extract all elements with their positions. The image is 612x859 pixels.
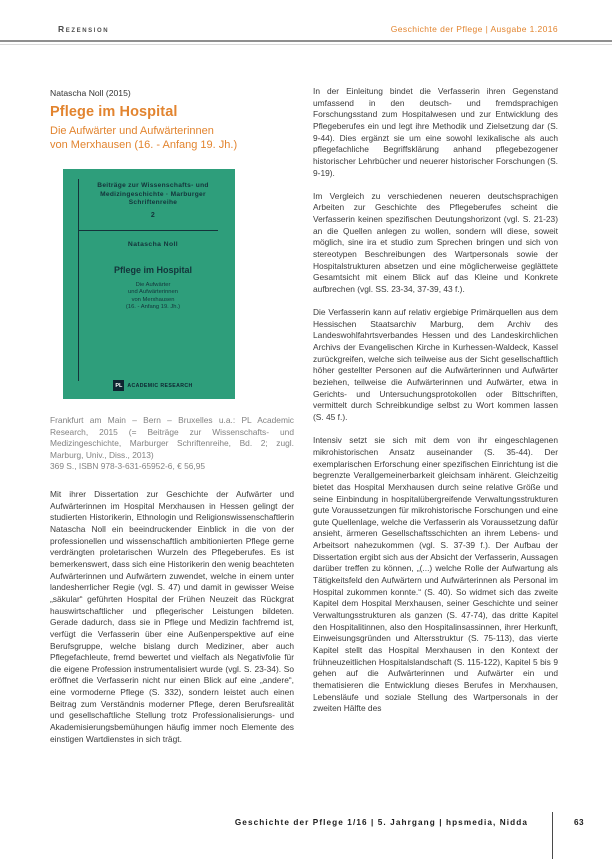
- cover-series-line1: Beiträge zur Wissenschafts- und: [97, 182, 209, 189]
- footer-journal-info: Geschichte der Pflege 1/16 | 5. Jahrgang | hpsmedia, Nidda: [234, 818, 528, 827]
- review-paragraph-1: In der Einleitung bindet die Verfasserin ihren Gegenstand umfassend in den deutsch- und fremdsprachigen Forschungsstand zum Hospitalwesen und zur Entwicklung des Pflegeberufes ein und legt ihre Methodik und Zielsetzung dar (S. 9-44). Dies ergänzt sie um eine sowohl lexikalische als auch pflegefachliche Begriffsklärung anhand pflegebezogener historischer Lehrbücher und neuerer historischer Forschungen (S. 9-19).: [313, 86, 558, 178]
- header-rule-shadow: [0, 44, 612, 45]
- review-subtitle-line1: Die Aufwärter und Aufwärterinnen: [50, 125, 214, 137]
- cover-subtitle-line2: und Aufwärterinnen: [128, 289, 178, 296]
- review-paragraph-intro: Mit ihrer Dissertation zur Geschichte der Aufwärter und Aufwärterinnen im Hospital Merxhausen in Hessen gelingt der studierten Historikerin, Ethnologin und Religionswissenschaftlerin Natascha Noll ein beeindruckender Einblick in die von der professionellen und wissenschaftlich ambitionierten Pflege gerne verdrängten proletarischen Wurzeln des Pflegeberufes. Es ist bemerkenswert, dass sich eine Historikerin den wenig beachteten Aufwärterinnen und Aufwärtern zuwendet, welche in einem unter landesherrlicher Regie (vgl. S. 47) und damit in gewisser Weise „säkular“ geführten Hospital der Frühen Neuzeit das Rückgrat hauswirtschaftlicher und pflegerischer Leistungen bildeten. Gerade dadurch, dass sie in Pflege und Medizin fachfremd ist, verfügt die Verfasserin über eine Außenperspektive auf eine Berufsgruppe, welche bislang durch Mediziner, aber auch Pflegefachleute, fremd bewertet und vielfach als Negativfolie für die eigene Profession instrumentalisiert wurde (vgl. S. 23-34). So eröffnet die Verfasserin nicht nur einen Blick auf eine „andere“, eine vormoderne Pflege (S. 332), sondern leistet auch einen Beitrag zum Verständnis moderner Pflege, deren Berufsrealität und gesellschaftliche Stellung trotz Professionalisierungs- und Akademisierungsbemühungen häufig immer noch Elemente des einstigen Wartdienstes in sich trägt.: [50, 488, 294, 744]
- cover-series-line3: Schriftenreihe: [128, 199, 178, 207]
- review-paragraph-3: Die Verfasserin kann auf relativ ergiebige Primärquellen aus dem Hessischen Staatsarchiv Marburg, dem Archiv des Landeswohlfahrtsverbandes Hessen und des Landeskirchlichen Archivs der Evangelischen Kirche in Kurhessen-Waldeck, Kassel zurückgreifen, welche sich teilweise aus der Sicht gesellschaftlich höher gestellter Personen auf die Aufwärterinnen und Aufwärter beziehen, teilweise die Aufwärterinnen und Aufwärter, etwa in Gerichts- und Untersuchungsprotokollen oder Bittschriften, vermittelt durch Schreibkundige selbst zu Wort kommen lassen (S. 45 f.).: [313, 307, 558, 423]
- review-title: Pflege im Hospital: [50, 104, 178, 120]
- review-subtitle-line2: von Merxhausen (16. - Anfang 19. Jh.): [50, 138, 238, 151]
- header-journal-issue: Geschichte der Pflege | Ausgabe 1.2016: [390, 24, 558, 34]
- footer-page-number: 63: [574, 818, 585, 827]
- bibliography-citation: Frankfurt am Main – Bern – Bruxelles u.a.: PL Academic Research, 2015 (= Beiträge zur Wissenschafts- und Medizingeschichte, Marburger Schriftenreihe, Bd. 2; zugl. Marburg, Univ., Diss., 2013): [50, 415, 294, 460]
- left-column: [50, 88, 294, 745]
- header-section-label: Rezension: [58, 24, 110, 34]
- publisher-logo-name: ACADEMIC RESEARCH: [127, 382, 193, 389]
- review-subtitle: [50, 125, 294, 152]
- footer-divider-line: [552, 812, 553, 859]
- cover-frame-vertical-line: [78, 179, 79, 381]
- cover-book-title: Pflege im Hospital: [113, 265, 193, 275]
- review-paragraph-2: Im Vergleich zu verschiedenen neueren deutschsprachigen Arbeiten zur Geschichte des Pflegeberufes scheint die Verfasserin keinen spezifischen Deutungshorizont (vgl. S. 21-23) an die Quellen anlegen zu wollen, sondern will diese, soweit möglich, sine ira et studio zum Sprechen bringen und sich von stereotypen Beschreibungen des Wartpersonals sowie der Hospitalstrukturen absetzen und eine möglicherweise geglättete Gesamtsicht mit einem Blick auf das Kleine und Konkrete aufbrechen (vgl. SS. 23-34, 37-39, 43 f.).: [313, 190, 558, 294]
- cover-subtitle-line4: (16. - Anfang 19. Jh.): [125, 304, 181, 311]
- header-rule: [0, 40, 612, 42]
- cover-author: Natascha Noll: [127, 241, 179, 248]
- cover-series-number: 2: [150, 211, 156, 219]
- review-paragraph-4: Intensiv setzt sie sich mit dem von ihr eingeschlagenen mikrohistorischen Ansatz auseinander (S. 35-44). Der exemplarischen Erforschung einer spezifischen Einrichtung ist die begrenzte Verallgemeinerbarkeit gleichsam inhärent. Gleichzeitig bietet das Hospital Merxhausen durch seine relative Größe und seine Einbindung in hospitalübergreifende Verwaltungsstrukturen gute Voraussetzungen für mikrohistorische Forschungen und eine gute Quellenlage, welche die Verfasserin als Voraussetzung dafür ansieht, ärmeren Gesellschaftsschichten an ihrem Lebens- und Arbeitsort nahezukommen (vgl. S. 37-39 f.). Der Aufbau der Dissertation ergibt sich aus der Absicht der Verfasserin, Aussagen darüber treffen zu können, „(...) welche Rolle der Aufwartung als Tätigkeitsfeld den Aufwärtern und Aufwärterinnen als Personal im Hospital zukommen konnte.“ (S. 40). So widmet sich das zweite Kapitel dem Hospital Merxhausen, seiner Geschichte und seiner Verwaltungsstrukturen als ganzen (S. 47-74), das dritte Kapitel den Hospitalitinnen, also den Hospitalinsassinnen, ihrer Herkunft, Einweisungsgründen und Altersstruktur (S. 75-113), das vierte Kapitel stellt das Hospital Merxhausen in den Kontext der frühneuzeitlichen Hospitalslandschaft (S. 115-122), Kapitel 5 bis 9 gehen auf die Aufwärterinnen und Aufwärter ein und thematisieren die Entwicklung dieses Berufes in Merxhausen, Lebensläufe und soziale Stellung des Wartpersonals in der zweiten Hälfte des: [313, 435, 558, 714]
- cover-frame-horizontal-line: [78, 230, 218, 231]
- book-cover-image: [63, 169, 235, 399]
- publisher-logo: [79, 380, 227, 391]
- bibliography-isbn-price: 369 S., ISBN 978-3-631-65952-6, € 56,95: [50, 461, 206, 472]
- bibliography: [50, 415, 294, 473]
- review-author-year: Natascha Noll (2015): [50, 88, 131, 98]
- publisher-logo-icon: PL: [113, 380, 124, 391]
- cover-book-subtitle: [79, 282, 227, 312]
- right-column: [313, 86, 558, 726]
- cover-series-title: [81, 182, 225, 220]
- cover-subtitle-line3: von Merxhausen: [131, 296, 175, 303]
- cover-series-line2: Medizingeschichte · Marburger: [100, 190, 206, 198]
- cover-subtitle-line1: Die Aufwärter: [135, 282, 171, 288]
